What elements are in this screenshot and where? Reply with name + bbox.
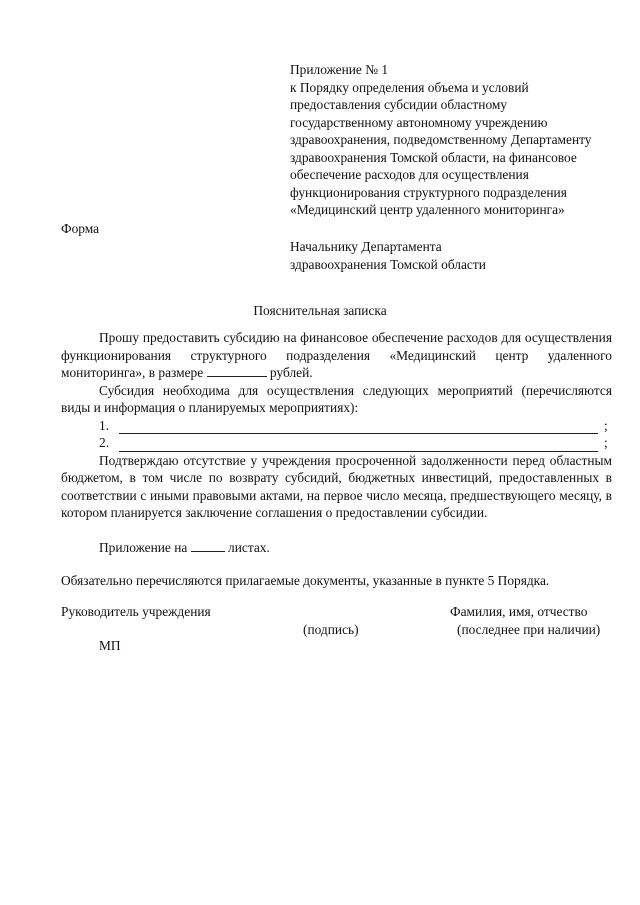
attachment-text-end: листах. xyxy=(228,540,270,555)
full-name-label: Фамилия, имя, отчество xyxy=(450,604,588,619)
attachment-line xyxy=(99,539,270,557)
stamp-label: МП xyxy=(99,638,121,653)
document-body xyxy=(61,329,612,522)
appendix-line-2: к Порядку определения объема и условий xyxy=(290,79,529,95)
list-item-end: ; xyxy=(604,435,608,450)
addressee-line-1: Начальнику Департамента xyxy=(290,239,442,254)
signature-note: (подпись) xyxy=(303,622,359,637)
appendix-line-8: функционирования структурного подразделения xyxy=(290,184,567,200)
addressee-line-2: здравоохранения Томской области xyxy=(290,256,486,272)
request-text: Прошу предоставить субсидию на финансовое обеспечение расходов для осуществления функционирования структурного подразделения «Медицинский центр удаленного мониторинга», в размере xyxy=(61,330,612,380)
amount-blank-field[interactable] xyxy=(207,364,267,377)
head-of-institution-label: Руководитель учреждения xyxy=(61,604,211,619)
patronymic-note: (последнее при наличии) xyxy=(457,622,601,637)
appendix-line-4: государственному автономному учреждению xyxy=(290,114,548,130)
addressee-block xyxy=(290,238,615,273)
documents-note: Обязательно перечисляются прилагаемые документы, указанные в пункте 5 Порядка. xyxy=(61,573,550,588)
request-text-end: рублей. xyxy=(269,365,313,380)
list-item-end: ; xyxy=(604,417,608,433)
list-item-number: 1. xyxy=(99,417,110,433)
appendix-line-1: Приложение № 1 xyxy=(290,62,389,77)
confirmation-paragraph: Подтверждаю отсутствие у учреждения просроченной задолженности перед областным бюджетом, в том числе по возврату субсидий, бюджетных инвестиций, предоставленных в соответствии с иными правовыми актами, на первое число месяца, предшествующего месяцу, в котором планируется заключение соглашения о предоставлении субсидии. xyxy=(61,452,612,520)
list-item-blank-field[interactable] xyxy=(119,438,598,452)
attachment-text: Приложение на xyxy=(99,540,188,555)
appendix-line-6: здравоохранения Томской области, на финансовое xyxy=(290,149,577,165)
document-title: Пояснительная записка xyxy=(253,303,387,318)
measures-paragraph: Субсидия необходима для осуществления следующих мероприятий (перечисляются виды и информация о планируемых мероприятиях): xyxy=(61,382,612,415)
request-paragraph xyxy=(61,329,612,382)
appendix-line-5: здравоохранения, подведомственному Департаменту xyxy=(290,132,592,147)
sheets-count-blank-field[interactable] xyxy=(191,539,225,552)
list-item-number: 2. xyxy=(99,435,110,450)
appendix-line-7: обеспечение расходов для осуществления xyxy=(290,167,529,182)
list-item xyxy=(61,434,612,452)
appendix-line-9: «Медицинский центр удаленного мониторинга» xyxy=(290,202,565,217)
form-label: Форма xyxy=(61,221,100,236)
list-item xyxy=(61,417,612,435)
appendix-line-3: предоставления субсидии областному xyxy=(290,97,508,112)
list-item-blank-field[interactable] xyxy=(119,420,598,434)
appendix-header xyxy=(290,61,615,219)
